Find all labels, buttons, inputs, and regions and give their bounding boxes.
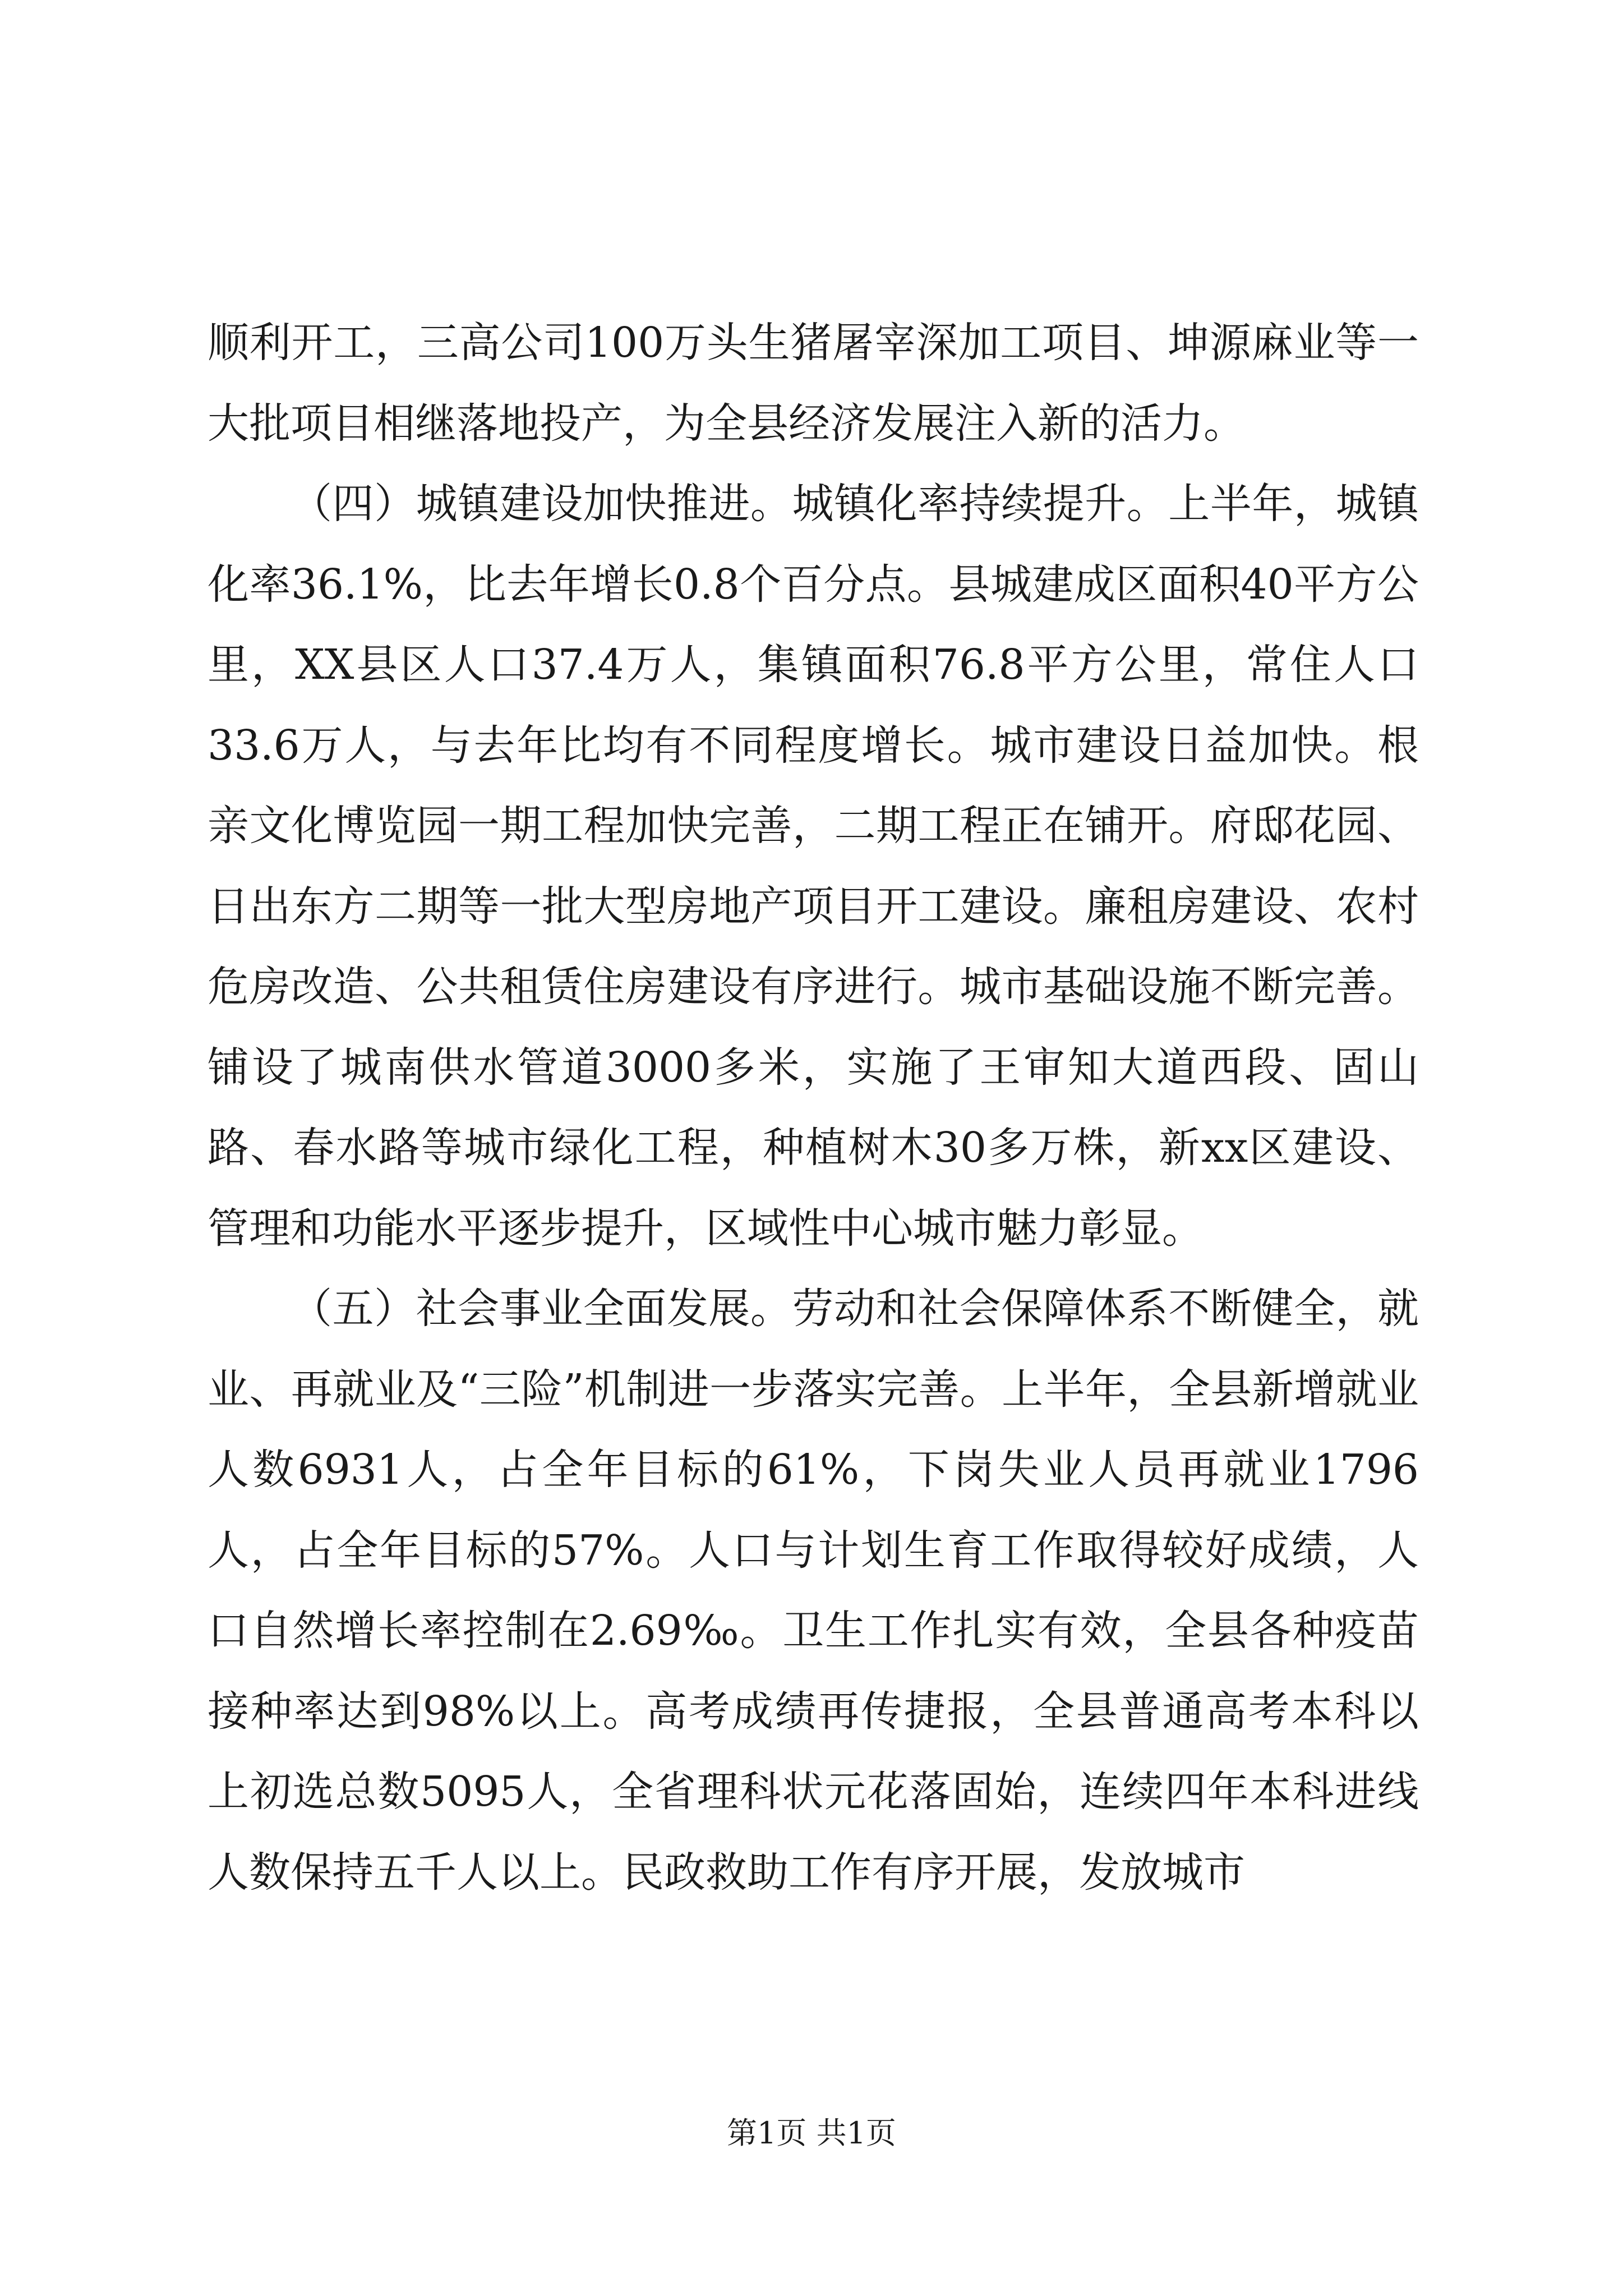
paragraph-urban-construction: （四）城镇建设加快推进。城镇化率持续提升。上半年，城镇化率36.1%，比去年增长0.8个百分点。县城建成区面积40平方公里，XX县区人口37.4万人，集镇面积76.8平方公里，常住人口33.6万人，与去年比均有不同程度增长。城市建设日益加快。根亲文化博览园一期工程加快完善，二期工程正在铺开。府邸花园、日出东方二期等一批大型房地产项目开工建设。廉租房建设、农村危房改造、公共租赁住房建设有序进行。城市基础设施不断完善。铺设了城南供水管道3000多米，实施了王审知大道西段、固山路、春水路等城市绿化工程，种植树木30多万株，新xx区建设、管理和功能水平逐步提升，区域性中心城市魅力彰显。 xyxy=(208,480,1419,1253)
body-text xyxy=(208,303,1419,1913)
paragraph-social-development: （五）社会事业全面发展。劳动和社会保障体系不断健全，就业、再就业及“三险”机制进一步落实完善。上半年，全县新增就业人数6931人，占全年目标的61%，下岗失业人员再就业1796人，占全年目标的57%。人口与计划生育工作取得较好成绩，人口自然增长率控制在2.69‰。卫生工作扎实有效，全县各种疫苗接种率达到98%以上。高考成绩再传捷报，全县普通高考本科以上初选总数5095人，全省理科状元花落固始，连续四年本科进线人数保持五千人以上。民政救助工作有序开展，发放城市 xyxy=(208,1285,1419,1897)
paragraph-continuation: 顺利开工，三高公司100万头生猪屠宰深加工项目、坤源麻业等一大批项目相继落地投产，为全县经济发展注入新的活力。 xyxy=(208,319,1419,448)
page-footer: 第1页 共1页 xyxy=(727,2115,896,2151)
